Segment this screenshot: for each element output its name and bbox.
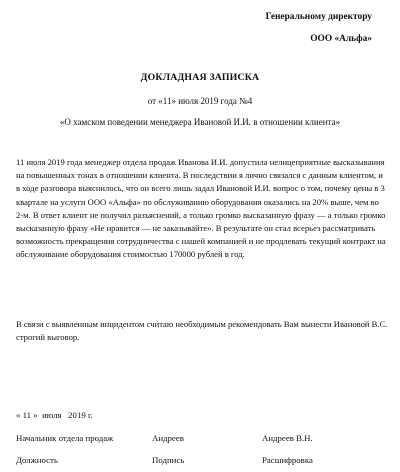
- position-label: Должность: [16, 455, 58, 465]
- addressee-line-2: ООО «Альфа»: [310, 34, 372, 44]
- document-title: ДОКЛАДНАЯ ЗАПИСКА: [140, 72, 260, 83]
- document-date-number: от «11» июля 2019 года №4: [147, 96, 253, 106]
- signature-date: « 11 » июля 2019 г.: [16, 410, 93, 420]
- document-conclusion: В связи с выявленным инцидентом считаю необходимым рекомендовать Вам вынести Ивановой В.С. строгий выговор.: [16, 319, 388, 343]
- signer-name: Андреев В.Н.: [262, 433, 313, 443]
- document-subject: «О хамском поведении менеджера Ивановой И.И. в отношении клиента»: [59, 117, 341, 127]
- signer-signature: Андреев: [152, 433, 184, 443]
- signature-label: Подпись: [152, 455, 185, 465]
- name-label: Расшифровка: [262, 455, 313, 465]
- signer-position: Начальник отдела продаж: [16, 433, 114, 443]
- document-body: 11 июля 2019 года менеджер отдела продаж Иванова И.И. допустила нелицеприятные высказывания на повышенных тонах в отношении клиента. В последствии я лично связался с данным клиентом, и в ходе разговора выяснилось, что он всего лишь задал Ивановой И.И. вопрос о том, почему цены в 3 квартале на услуги ООО «Альфа» по обслуживанию оборудования оказались на 20% выше, чем во 2-м. В ответ клиент не получил разъяснений, а только громко высказанную фразу — а только громко высказанную фразу «Не нравится — не заказывайте». В результате он стал всерьез рассматривать возможность прекращения сотрудничества с нашей компанией и не продлевать текущий контракт на обслуживание оборудования стоимостью 170000 рублей в год.: [16, 157, 386, 260]
- addressee-line-1: Генеральному директору: [265, 12, 372, 22]
